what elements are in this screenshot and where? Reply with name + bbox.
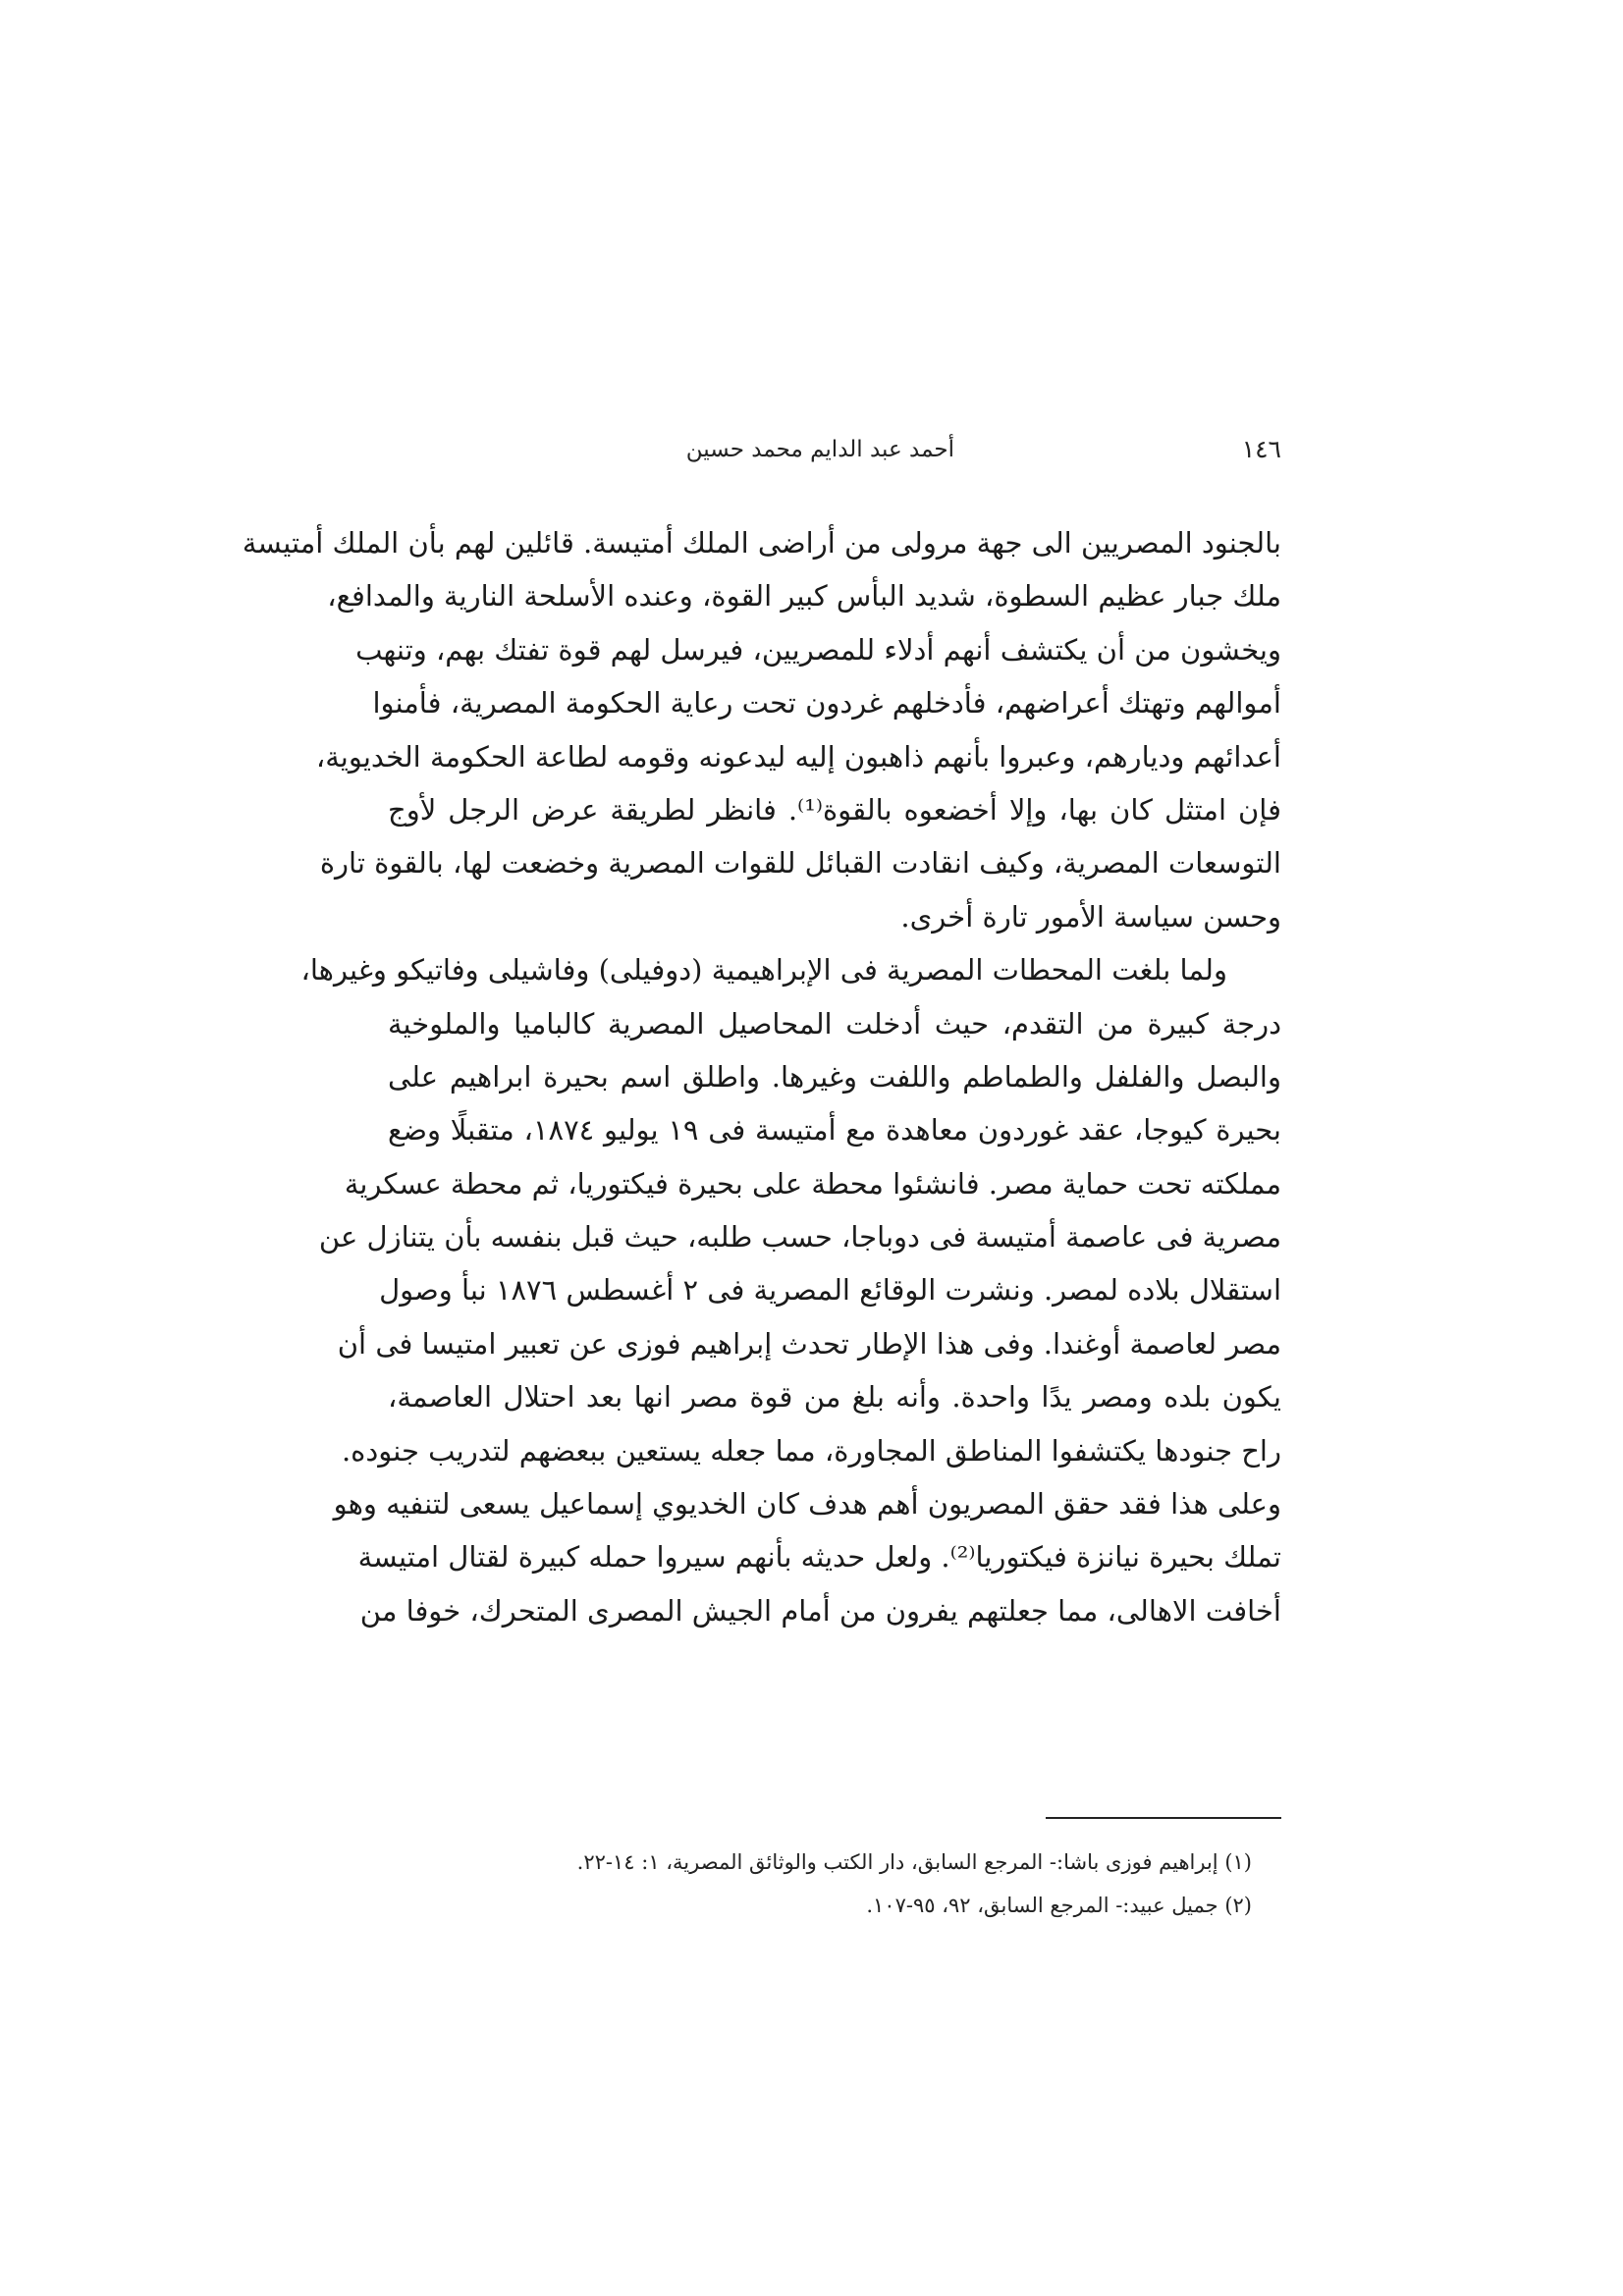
text-line: فإن امتثل كان بها، وإلا أخضعوه بالقوة⁽¹⁾. فانظر لطريقة عرض الرجل لأوج	[388, 792, 1281, 827]
running-head-author: أحمد عبد الدايم محمد حسين	[685, 437, 954, 462]
text-line: راح جنودها يكتشفوا المناطق المجاورة، مما جعله يستعين ببعضهم لتدريب جنوده.	[341, 1433, 1281, 1468]
text-line: ملك جبار عظيم السطوة، شديد البأس كبير القوة، وعنده الأسلحة النارية والمدافع،	[327, 579, 1281, 614]
text-line: وحسن سياسة الأمور تارة أخرى.	[900, 899, 1281, 934]
text-line: ولما بلغت المحطات المصرية فى الإبراهيمية (دوفيلى) وفاشيلى وفاتيكو وغيرها،	[300, 953, 1227, 988]
text-line: يكون بلده ومصر يدًا واحدة. وأنه بلغ من قوة مصر انها بعد احتلال العاصمة،	[388, 1380, 1281, 1415]
text-line: والبصل والفلفل والطماطم واللفت وغيرها. واطلق اسم بحيرة ابراهيم على	[388, 1059, 1281, 1094]
footnote-1: (١) إبراهيم فوزى باشا:- المرجع السابق، دار الكتب والوثائق المصرية، ١: ١٤-٢٢.	[576, 1850, 1252, 1874]
page-header	[388, 430, 1281, 469]
text-line: أخافت الاهالى، مما جعلتهم يفرون من أمام الجيش المصرى المتحرك، خوفا من	[359, 1593, 1281, 1628]
text-line: مصر لعاصمة أوغندا. وفى هذا الإطار تحدث إبراهيم فوزى عن تعبير امتيسا فى أن	[337, 1326, 1281, 1361]
body-text	[242, 516, 1281, 1637]
text-line: أموالهم وتهتك أعراضهم، فأدخلهم غردون تحت رعاية الحكومة المصرية، فأمنوا	[372, 686, 1281, 721]
text-line: التوسعات المصرية، وكيف انقادت القبائل للقوات المصرية وخضعت لها، بالقوة تارة	[319, 846, 1281, 881]
text-line: مصرية فى عاصمة أمتيسة فى دوباجا، حسب طلبه، حيث قبل بنفسه بأن يتنازل عن	[318, 1220, 1281, 1255]
text-line: استقلال بلاده لمصر. ونشرت الوقائع المصرية فى ٢ أغسطس ١٨٧٦ نبأ وصول	[379, 1273, 1281, 1308]
page-number: ١٤٦	[1241, 435, 1281, 463]
footnote-divider	[1046, 1817, 1281, 1819]
footnote-2: (٢) جميل عبيد:- المرجع السابق، ٩٢، ٩٥-١٠٧.	[866, 1894, 1252, 1917]
text-line: بالجنود المصريين الى جهة مرولى من أراضى الملك أمتيسة. قائلين لهم بأن الملك أمتيسة	[242, 526, 1281, 560]
text-line: درجة كبيرة من التقدم، حيث أدخلت المحاصيل المصرية كالباميا والملوخية	[388, 1006, 1281, 1041]
text-line: تملك بحيرة نيانزة فيكتوريا⁽²⁾. ولعل حديثه بأنهم سيروا حمله كبيرة لقتال امتيسة	[357, 1540, 1281, 1575]
text-line: وعلى هذا فقد حقق المصريون أهم هدف كان الخديوي إسماعيل يسعى لتنفيه وهو	[333, 1487, 1281, 1522]
text-line: مملكته تحت حماية مصر. فانشئوا محطة على بحيرة فيكتوريا، ثم محطة عسكرية	[344, 1166, 1281, 1201]
text-line: ويخشون من أن يكتشف أنهم أدلاء للمصريين، فيرسل لهم قوة تفتك بهم، وتنهب	[355, 632, 1281, 667]
text-line: أعدائهم وديارهم، وعبروا بأنهم ذاهبون إليه ليدعونه وقومه لطاعة الحكومة الخديوية،	[315, 739, 1281, 774]
paragraph-1	[242, 516, 1281, 943]
footnotes	[388, 1841, 1252, 1927]
paragraph-2	[300, 943, 1281, 1637]
text-line: بحيرة كيوجا، عقد غوردون معاهدة مع أمتيسة فى ١٩ يوليو ١٨٧٤، متقبلًا وضع	[388, 1113, 1281, 1148]
